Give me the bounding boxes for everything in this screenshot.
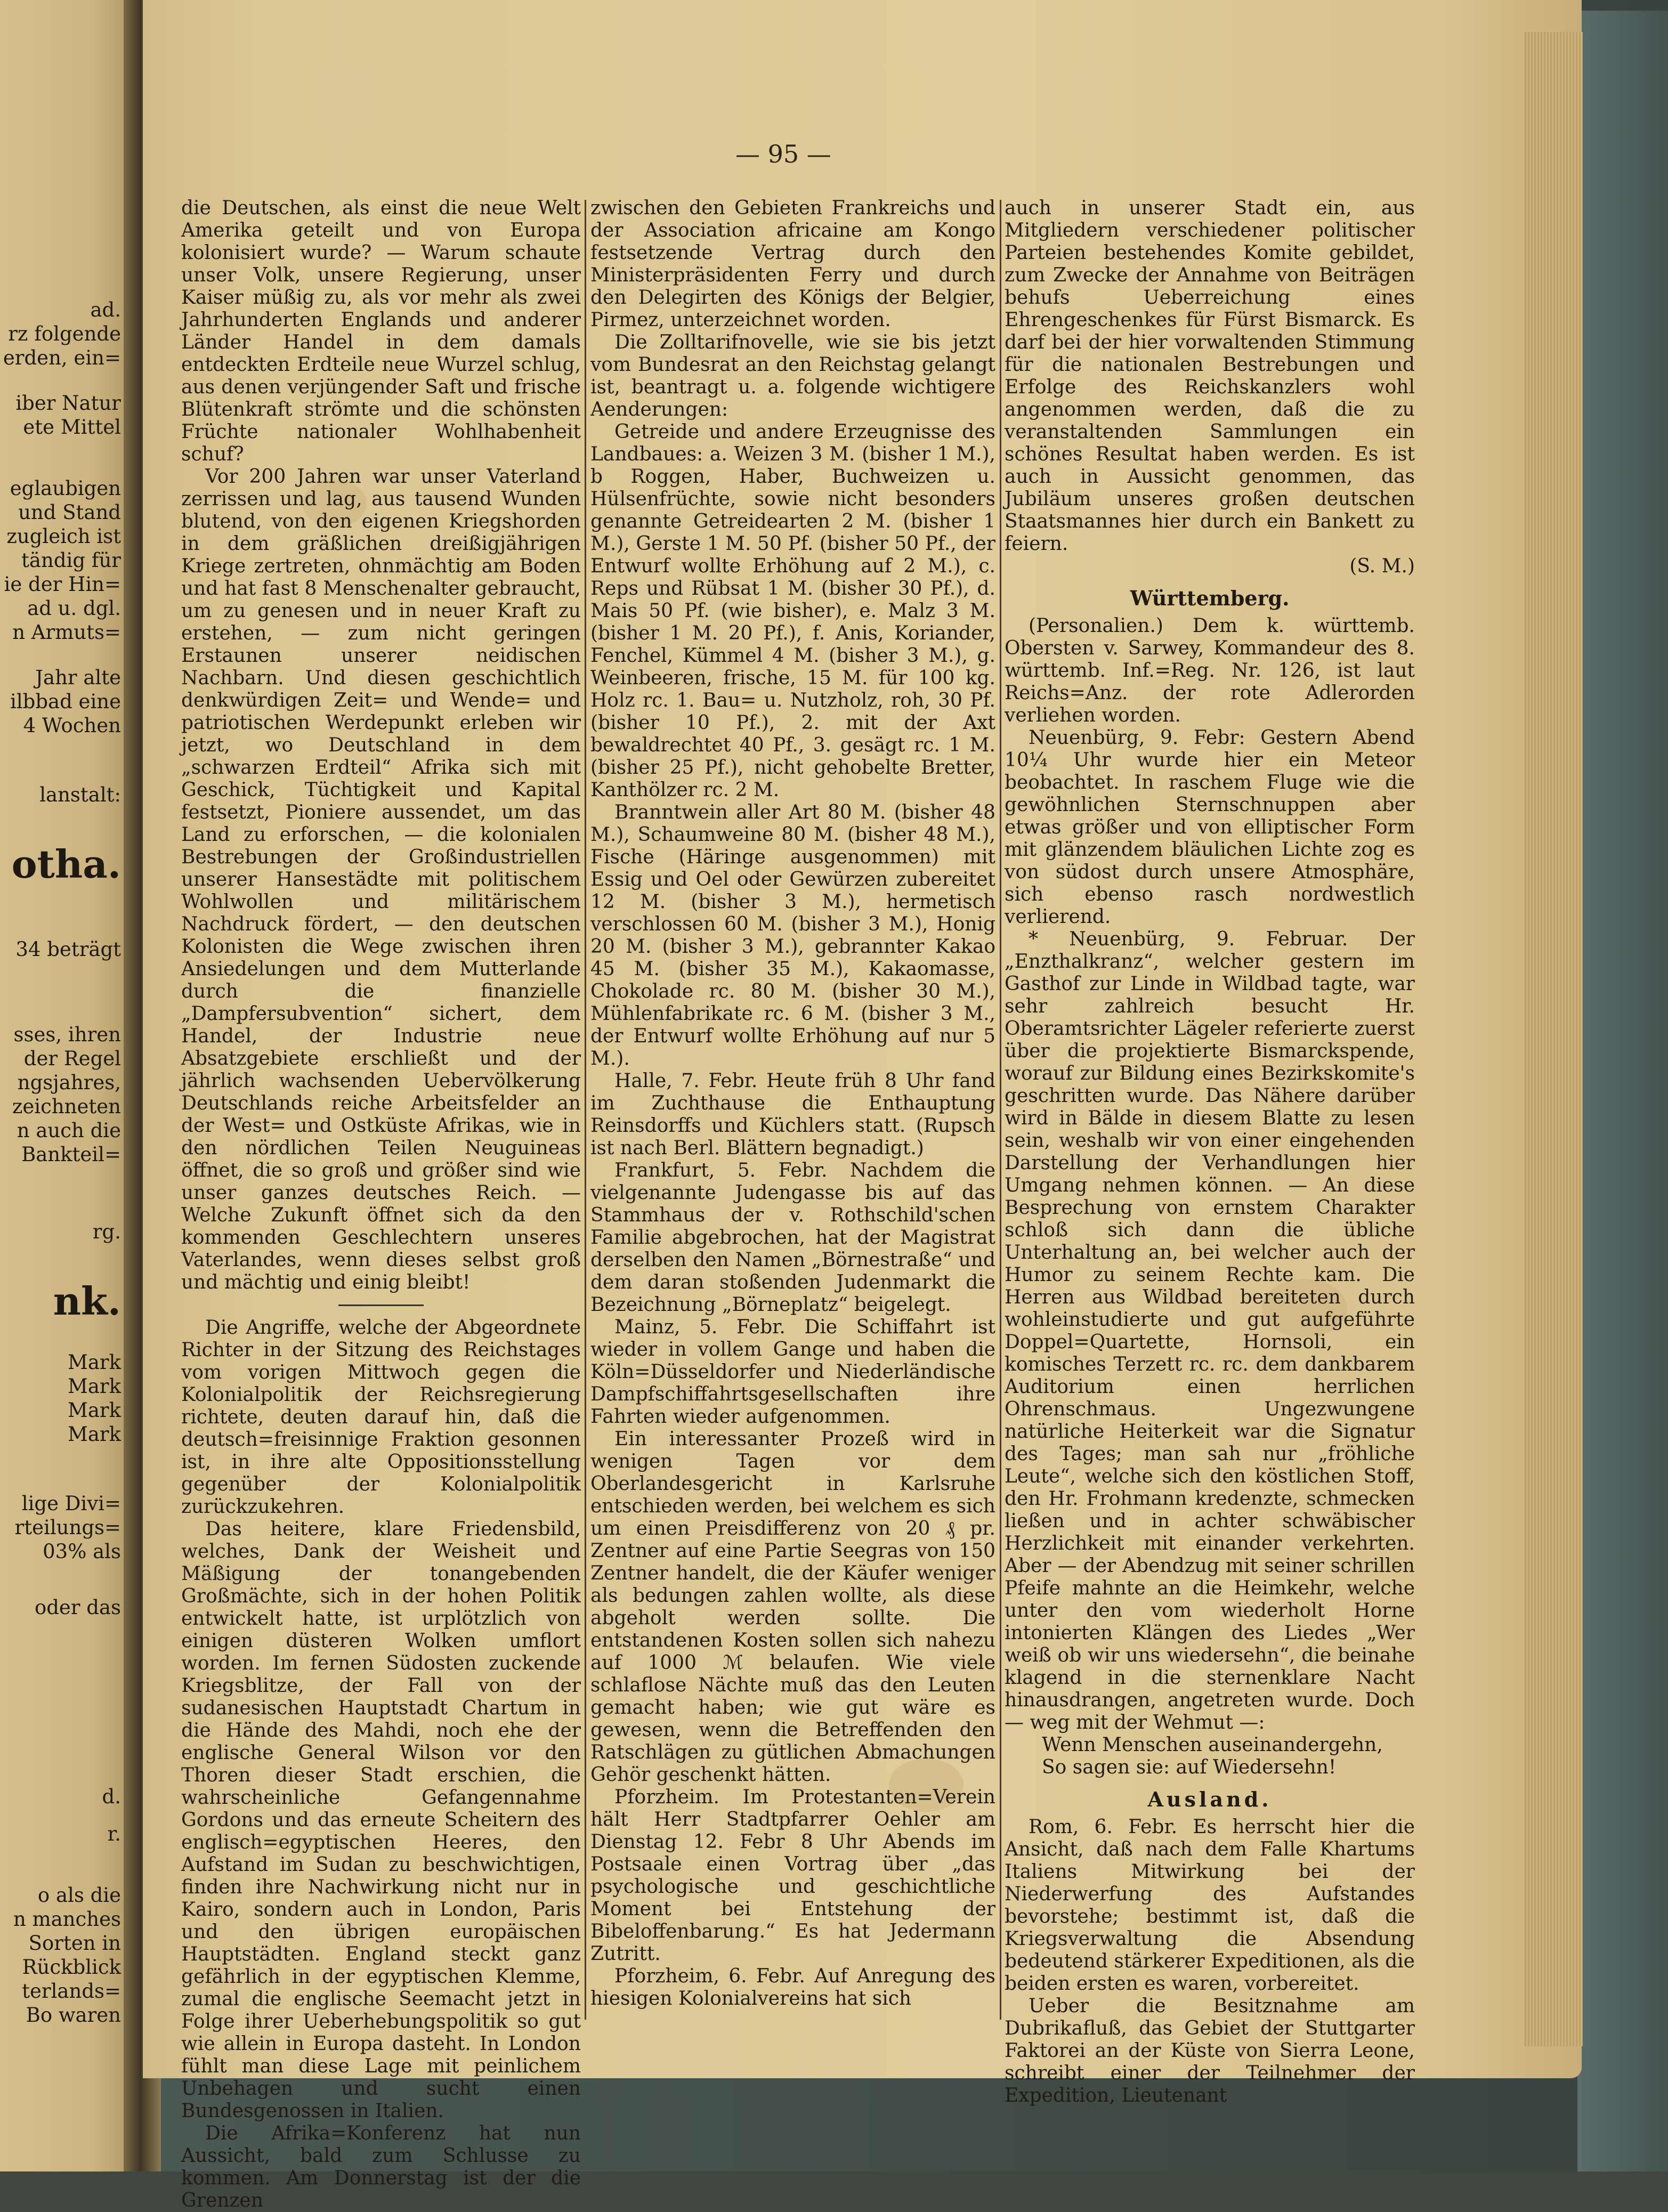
left-page-text-fragment: ete Mittel	[23, 416, 121, 439]
paragraph: Rom, 6. Febr. Es herrscht hier die Ansicht, daß nach dem Falle Khartums Italiens Mitwirkung bei der Niederwerfung des Aufstandes bevorstehe; bestimmt ist, daß die Kriegsverwaltung die Absendung bedeutend stärkerer Expeditionen, als die beiden ersten es waren, vorbereitet.	[1005, 1816, 1415, 1995]
left-page-text-fragment: iber Natur	[15, 392, 121, 415]
paragraph: Ueber die Besitznahme am Dubrikafluß, das Gebiet der Stuttgarter Faktorei an der Küste von Sierra Leone, schreibt einer der Teilnehmer der Expedition, Lieutenant	[1005, 1995, 1415, 2106]
left-page-text-fragment: zeichneten	[12, 1095, 121, 1118]
paragraph: zwischen den Gebieten Frankreichs und der Association africaine am Kongo festsetzende Vertrag durch den Ministerpräsidenten Ferry und durch den Delegirten des Königs der Belgier, Pirmez, unterzeichnet worden.	[590, 197, 995, 331]
left-page-text-fragment: eglaubigen	[10, 477, 121, 500]
paragraph: Vor 200 Jahren war unser Vaterland zerrissen und lag, aus tausend Wunden blutend, von den eigenen Kriegshorden in dem gräßlichen dreißigjährigen Kriege zertreten, ohnmächtig am Boden und hat fast 8 Menschenalter gebraucht, um zu genesen und in neuer Kraft zu erstehen, — zum nicht geringen Erstaunen unserer neidischen Nachbarn. Und diesen geschichtlich denkwürdigen Zeit= und Wende= und patriotischen Werdepunkt erleben wir jetzt, wo Deutschland in dem „schwarzen Erdteil“ Afrika sich mit Geschick, Tüchtigkeit und Kapital festsetzt, Pioniere aussendet, um das Land zu erforschen, — die kolonialen Bestrebungen der Großindustriellen unserer Hansestädte mit politischem Wohlwollen und militärischem Nachdruck fördert, — den deutschen Kolonisten die Wege zwischen ihren Ansiedelungen und dem Mutterlande durch die finanzielle „Dampfersubvention“ sichert, dem Handel, der Industrie neue Absatzgebiete erschließt und der jährlich wachsenden Uebervölkerung Deutschlands reiche Arbeitsfelder an der West= und Ostküste Afrikas, wie in den nördlichen Teilen Neuguineas öffnet, die so groß und größer sind wie unser ganzes deutsches Reich. — Welche Zukunft öffnet sich da den kommenden Geschlechtern unseres Vaterlandes, wenn dieses selbst groß und mächtig und einig bleibt!	[181, 466, 581, 1293]
left-page-text-fragment: Mark	[67, 1423, 121, 1446]
left-page-text-fragment: o als die	[37, 1884, 121, 1907]
paragraph: Die Afrika=Konferenz hat nun Aussicht, bald zum Schlusse zu kommen. Am Donnerstag ist der die Grenzen	[181, 2122, 581, 2211]
paragraph: Die Angriffe, welche der Abgeordnete Richter in der Sitzung des Reichstages vom vorigen Mittwoch gegen die Kolonialpolitik der Reichsregierung richtete, deuten darauf hin, daß die deutsch=freisinnige Fraktion gesonnen ist, in ihre alte Oppositionsstellung gegenüber der Kolonialpolitik zurückzukehren.	[181, 1317, 581, 1518]
paragraph: (Personalien.) Dem k. württemb. Obersten v. Sarwey, Kommandeur des 8. württemb. Inf.=Reg. Nr. 126, ist laut Reichs=Anz. der rote Adlerorden verliehen worden.	[1005, 615, 1415, 726]
book-cover-edge	[1577, 11, 1668, 2172]
paragraph: Mainz, 5. Febr. Die Schiffahrt ist wieder in vollem Gange und haben die Köln=Düsseldorfer und Niederländische Dampfschiffahrtsgesellschaften ihre Fahrten wieder aufgenommen.	[590, 1316, 995, 1428]
left-page-text-fragment: nk.	[53, 1278, 121, 1324]
left-page-text-fragment: 03% als	[43, 1540, 121, 1563]
page-number: — 95 —	[735, 140, 831, 168]
paragraph: Branntwein aller Art 80 M. (bisher 48 M.), Schaumweine 80 M. (bisher 48 M.), Fische (Häringe ausgenommen) mit Essig und Oel oder Gewürzen zubereitet 12 M. (bisher 3 M.), hermetisch verschlossen 60 M. (bisher 3 M.), Honig 20 M. (bisher 3 M.), gebrannter Kakao 45 M. (bisher 35 M.), Kakaomasse, Chokolade rc. 80 M. (bisher 30 M.), Mühlenfabrikate rc. 6 M. (bisher 3 M., der Entwurf wollte Erhöhung auf nur 5 M.).	[590, 801, 995, 1069]
paragraph: Neuenbürg, 9. Febr: Gestern Abend 10¼ Uhr wurde hier ein Meteor beobachtet. In raschem Fluge wie die gewöhnlichen Sternschnuppen aber etwas größer und von elliptischer Form mit glänzendem bläulichen Lichte zog es von südost durch unsere Atmosphäre, sich ebenso rasch nordwestlich verlierend.	[1005, 727, 1415, 928]
left-page-text-fragment: ad u. dgl.	[27, 597, 121, 620]
left-page-text-fragment: rz folgende	[8, 322, 121, 345]
left-page-text-fragment: tändig für	[21, 549, 121, 572]
left-page-text-fragment: Jahr alte	[35, 666, 121, 689]
paragraph: Das heitere, klare Friedensbild, welches, Dank der Weisheit und Mäßigung der tonangebenden Großmächte, sich in der hohen Politik entwickelt hatte, ist urplötzlich von einigen düsteren Wolken umflort worden. Im fernen Südosten zuckende Kriegsblitze, der Fall von der sudanesischen Hauptstadt Chartum in die Hände des Mahdi, noch ehe der englische General Wilson vor den Thoren dieser Stadt erschien, die wahrscheinliche Gefangennahme Gordons und das erneute Scheitern des englisch=egyptischen Heeres, den Aufstand im Sudan zu beschwichtigen, finden ihre Nachwirkung nicht nur in Kairo, sondern auch in London, Paris und den übrigen europäischen Hauptstädten. England steckt ganz gefährlich in der egyptischen Klemme, zumal die englische Seemacht jetzt in Folge ihrer Ueberhebungspolitik so gut wie allein in Europa dasteht. In London fühlt man diese Lage mit peinlichem Unbehagen und sucht einen Bundesgenossen in Italien.	[181, 1518, 581, 2122]
left-page-text-fragment: sses, ihren	[13, 1023, 121, 1046]
source-note: (S. M.)	[1349, 555, 1415, 577]
paragraph: Ein interessanter Prozeß wird in wenigen Tagen vor dem Oberlandesgericht in Karlsruhe entschieden werden, bei welchem es sich um einen Preisdifferenz von 20 ₰ pr. Zentner auf eine Partie Seegras von 150 Zentner handelt, die der Käufer weniger als bedungen zahlen wollte, als diese abgeholt werden sollte. Die entstandenen Kosten sollen sich nahezu auf 1000 ℳ belaufen. Wie viele schlaflose Nächte muß das den Leuten gemacht haben; wie gut wäre es gewesen, wenn die Betreffenden den Ratschlägen zu gütlichen Abmachungen Gehör geschenkt hätten.	[590, 1428, 995, 1786]
left-page-text-fragment: der Regel	[23, 1047, 121, 1070]
section-heading-wuerttemberg: Württemberg.	[1130, 586, 1290, 610]
paragraph: Halle, 7. Febr. Heute früh 8 Uhr fand im Zuchthause die Enthauptung Reinsdorffs und Küchlers statt. (Rupsch ist nach Berl. Blättern begnadigt.)	[590, 1070, 995, 1159]
paragraph: Pforzheim, 6. Febr. Auf Anregung des hiesigen Kolonialvereins hat sich	[590, 1965, 995, 2010]
left-page-text-fragment: n manches	[13, 1908, 121, 1931]
column-2	[590, 197, 995, 2010]
paragraph: die Deutschen, als einst die neue Welt Amerika geteilt und von Europa kolonisiert wurde? — Warum schaute unser Volk, unsere Regierung, unser Kaiser müßig zu, als vor mehr als zwei Jahrhunderten Englands und anderer Länder Handel in dem damals entdeckten Erdteile neue Wurzel schlug, aus denen verjüngender Saft und frische Blütenkraft strömte und die schönsten Früchte nationaler Wohlhabenheit schuf?	[181, 197, 581, 465]
column-rule	[585, 200, 586, 2020]
left-page-text-fragment: Mark	[67, 1399, 121, 1422]
left-page-text-fragment: 34 beträgt	[15, 938, 121, 961]
left-page-text-fragment: d.	[102, 1785, 121, 1808]
left-page	[0, 0, 131, 2172]
left-page-text-fragment: und Stand	[18, 501, 121, 524]
column-3	[1005, 197, 1415, 2107]
left-page-text-fragment: lanstalt:	[39, 783, 121, 806]
left-page-text-fragment: n Armuts=	[12, 621, 121, 644]
left-page-text-fragment: Bo waren	[26, 2004, 121, 2027]
left-page-text-fragment: zugleich ist	[6, 525, 121, 548]
left-page-text-fragment: n auch die	[17, 1119, 121, 1142]
left-page-text-fragment: Mark	[67, 1351, 121, 1374]
paragraph: * Neuenbürg, 9. Februar. Der „Enzthalkranz“, welcher gestern im Gasthof zur Linde in Wildbad tagte, war sehr zahlreich besucht Hr. Oberamtsrichter Lägeler referierte zuerst über die projektierte Bismarckspende, worauf zur Bildung eines Bezirkskomite's geschritten wurde. Das Nähere darüber wird in Bälde in diesem Blatte zu lesen sein, weshalb wir von einer eingehenden Darstellung der Verhandlungen hier Umgang nehmen können. — An diese Besprechung von ernstem Charakter schloß sich dann die übliche Unterhaltung an, bei welcher auch der Humor zu seinem Rechte kam. Die Herren aus Wildbad bereiteten durch wohleinstudierte und gut aufgeführte Doppel=Quartette, Hornsoli, ein komisches Terzett rc. rc. dem dankbarem Auditorium einen herrlichen Ohrenschmaus. Ungezwungene natürliche Heiterkeit war die Signatur des Tages; man sah nur „fröhliche Leute“, welche sich den köstlichen Stoff, den Hr. Frohmann kredenzte, schmecken ließen und in achter schwäbischer Herzlichkeit mit einander verkehrten. Aber — der Abendzug mit seiner schrillen Pfeife mahnte an die Heimkehr, welche unter den vom wiederholt Horne intonierten Klängen des Liedes „Wer weiß ob wir uns wiedersehn“, die beinahe klagend in die sternenklare Nacht hinausdrangen, angetreten wurde. Doch — weg mit der Wehmut —:	[1005, 928, 1415, 1733]
left-page-text-fragment: erden, ein=	[3, 346, 121, 369]
left-page-text-fragment: ilbbad eine	[10, 690, 121, 713]
paragraph: Pforzheim. Im Protestanten=Verein hält Herr Stadtpfarrer Oehler am Dienstag 12. Febr 8 Uhr Abends im Postsaale einen Vortrag über „das psychologische und geschichtliche Moment bei Entstehung der Bibeloffenbarung.“ Es hat Jedermann Zutritt.	[590, 1786, 995, 1965]
paragraph: Getreide und andere Erzeugnisse des Landbaues: a. Weizen 3 M. (bisher 1 M.), b Roggen, Haber, Buchweizen u. Hülsenfrüchte, sowie nicht besonders genannte Getreidearten 2 M. (bisher 1 M.), Gerste 1 M. 50 Pf. (bisher 50 Pf., der Entwurf wollte Erhöhung auf 2 M.), c. Reps und Rübsat 1 M. (bisher 30 Pf.), d. Mais 50 Pf. (wie bisher), e. Malz 3 M. (bisher 1 M. 20 Pf.), f. Anis, Koriander, Fenchel, Kümmel 4 M. (bisher 3 M.), g. Weinbeeren, frische, 15 M. für 100 kg. Holz rc. 1. Bau= u. Nutzholz, roh, 30 Pf. (bisher 10 Pf.), 2. mit der Axt bewaldrechtet 40 Pf., 3. gesägt rc. 1 M. (bisher 25 Pf.), nicht gehobelte Bretter, Kanthölzer rc. 2 M.	[590, 421, 995, 801]
left-page-text-fragment: rg.	[92, 1220, 121, 1243]
page-edges	[1524, 32, 1583, 2046]
left-page-text-fragment: terlands=	[22, 1980, 121, 2003]
left-page-text-fragment: ie der Hin=	[4, 573, 121, 596]
left-page-text-fragment: Mark	[67, 1375, 121, 1398]
left-page-text-fragment: Sorten in	[28, 1932, 121, 1955]
left-page-text-fragment: Bankteil=	[21, 1143, 121, 1166]
column-1	[181, 197, 581, 2212]
left-page-text-fragment: lige Divi=	[21, 1492, 121, 1515]
left-page-text-fragment: rteilungs=	[14, 1516, 121, 1539]
left-page-text-fragment: r.	[107, 1822, 121, 1845]
paragraph: Die Zolltarifnovelle, wie sie bis jetzt vom Bundesrat an den Reichstag gelangt ist, beantragt u. a. folgende wichtigere Aenderungen:	[590, 331, 995, 420]
left-page-text-fragment: Rückblick	[22, 1956, 121, 1979]
paragraph: Frankfurt, 5. Febr. Nachdem die vielgenannte Judengasse bis auf das Stammhaus der v. Rothschild'schen Familie abgebrochen, hat der Magistrat derselben den Namen „Börnestraße“ und dem daran stoßenden Judenmarkt die Bezeichnung „Börneplatz“ beigelegt.	[590, 1160, 995, 1316]
left-page-text-fragment: 4 Wochen	[23, 714, 121, 737]
column-rule	[1000, 200, 1001, 2020]
verse-line: Wenn Menschen auseinandergehn,	[1042, 1734, 1383, 1756]
section-separator	[338, 1304, 424, 1306]
paragraph: auch in unserer Stadt ein, aus Mitgliedern verschiedener politischer Parteien bestehendes Komite gebildet, zum Zwecke der Annahme von Beiträgen behufs Ueberreichung eines Ehrengeschenkes für Fürst Bismarck. Es darf bei der hier vorwaltenden Stimmung für die nationalen Bestrebungen und Erfolge des Reichskanzlers wohl angenommen werden, daß die zu veranstaltenden Sammlungen ein schönes Resultat haben werden. Es ist auch in Aussicht genommen, das Jubiläum unseres großen deutschen Staatsmannes hier durch ein Bankett zu feiern.	[1005, 197, 1415, 555]
left-page-text-fragment: ad.	[90, 298, 121, 321]
section-heading-ausland: Ausland.	[1147, 1787, 1272, 1811]
left-page-text-fragment: otha.	[11, 841, 121, 887]
verse-line: So sagen sie: auf Wiedersehn!	[1042, 1756, 1337, 1778]
left-page-text-fragment: oder das	[34, 1596, 121, 1619]
left-page-text-fragment: ngsjahres,	[17, 1071, 121, 1094]
